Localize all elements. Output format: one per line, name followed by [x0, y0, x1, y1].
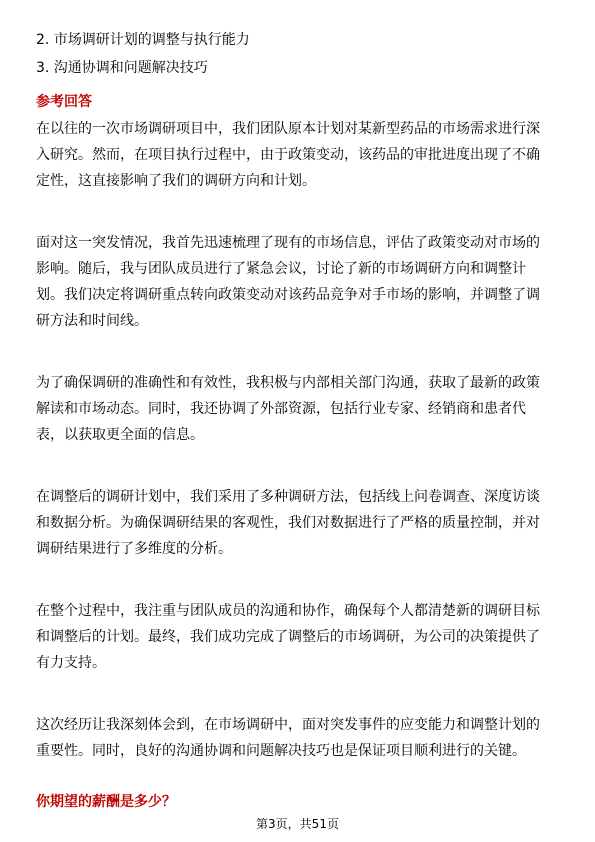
paragraph-line: 入研究。然而，在项目执行过程中，由于政策变动，该药品的审批进度出现了不确 — [36, 147, 540, 163]
page-footer: 第3页，共51页 — [256, 817, 339, 831]
paragraph-line: 定性，这直接影响了我们的调研方向和计划。 — [36, 173, 316, 189]
answer-paragraph-3 — [36, 370, 564, 448]
paragraph-line: 这次经历让我深刻体会到，在市场调研中，面对突发事件的应变能力和调整计划的 — [36, 717, 540, 733]
paragraph-line: 调研结果进行了多维度的分析。 — [36, 541, 232, 557]
paragraph-line: 划。我们决定将调研重点转向政策变动对该药品竞争对手市场的影响，并调整了调 — [36, 287, 540, 303]
paragraph-line: 解读和市场动态。同时，我还协调了外部资源，包括行业专家、经销商和患者代 — [36, 401, 526, 417]
answer-paragraph-1 — [36, 116, 564, 194]
paragraph-line: 表，以获取更全面的信息。 — [36, 427, 204, 443]
paragraph-line: 重要性。同时，良好的沟通协调和问题解决技巧也是保证项目顺利进行的关键。 — [36, 743, 526, 759]
list-item-2: 2. 市场调研计划的调整与执行能力 — [36, 32, 250, 48]
paragraph-line: 有力支持。 — [36, 655, 106, 671]
paragraph-line: 影响。随后，我与团队成员进行了紧急会议，讨论了新的市场调研方向和调整计 — [36, 261, 526, 277]
answer-paragraph-6 — [36, 712, 564, 764]
paragraph-line: 在以往的一次市场调研项目中，我们团队原本计划对某新型药品的市场需求进行深 — [36, 121, 540, 137]
answer-paragraph-5 — [36, 598, 564, 676]
answer-paragraph-4 — [36, 484, 564, 562]
paragraph-line: 和调整后的计划。最终，我们成功完成了调整后的市场调研，为公司的决策提供了 — [36, 629, 540, 645]
answer-paragraph-2 — [36, 230, 564, 334]
answer-heading: 参考回答 — [36, 94, 92, 110]
paragraph-line: 和数据分析。为确保调研结果的客观性，我们对数据进行了严格的质量控制，并对 — [36, 515, 540, 531]
paragraph-line: 在整个过程中，我注重与团队成员的沟通和协作，确保每个人都清楚新的调研目标 — [36, 603, 540, 619]
paragraph-line: 在调整后的调研计划中，我们采用了多种调研方法，包括线上问卷调查、深度访谈 — [36, 489, 540, 505]
paragraph-line: 为了确保调研的准确性和有效性，我积极与内部相关部门沟通，获取了最新的政策 — [36, 375, 540, 391]
list-item-3: 3. 沟通协调和问题解决技巧 — [36, 60, 208, 76]
paragraph-line: 研方法和时间线。 — [36, 313, 148, 329]
next-question-heading: 你期望的薪酬是多少？ — [36, 794, 176, 810]
paragraph-line: 面对这一突发情况，我首先迅速梳理了现有的市场信息，评估了政策变动对市场的 — [36, 235, 540, 251]
